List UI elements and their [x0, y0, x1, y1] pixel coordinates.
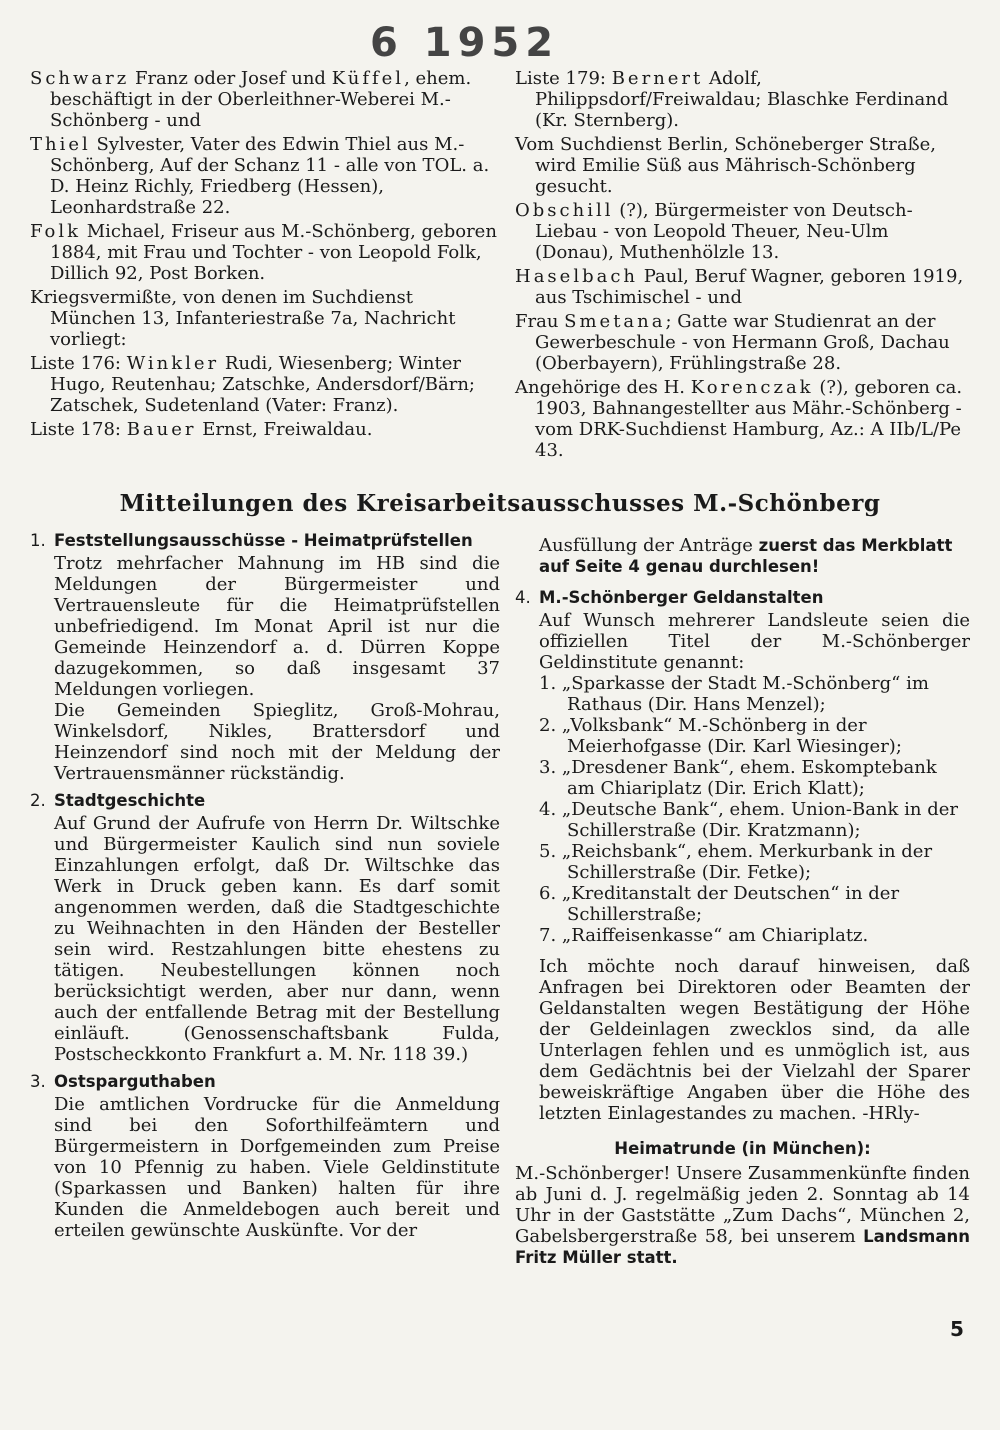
section-heading: Mitteilungen des Kreisarbeitsausschusses M.-Schönberg: [119, 490, 881, 517]
list-item: 6. „Kreditanstalt der Deutschen“ in der Schillerstraße;: [539, 883, 900, 925]
list-item: 7. „Raiffeisenkasse“ am Chiariplatz.: [539, 925, 869, 946]
paragraph: Auf Wunsch mehrerer Landsleute seien die offiziellen Titel der M.-Schönberger Geldinstitute genannt:: [539, 610, 970, 673]
list-item: Liste 179: Bernert Adolf, Philippsdorf/Freiwaldau; Blaschke Ferdinand (Kr. Sternberg).: [515, 68, 949, 131]
paragraph: Auf Grund der Aufrufe von Herrn Dr. Wiltschke und Bürgermeister Kaulich sind nun soviele Einzahlungen erfolgt, daß Dr. Wiltschke das Werk in Druck geben kann. Es darf somit angenommen werden, daß die Stadtgeschichte zu Weihnachten in den Händen der Besteller sein wird. Restzahlungen bitte ehestens zu tätigen. Neubestellungen können noch berücksichtigt werden, aber nur dann, wenn auch der entfallende Betrag mit der Bestellung einläuft. (Genossenschaftsbank Fulda, Postscheckkonto Frankfurt a. M. Nr. 118 39.): [54, 813, 500, 1065]
list-item: Schwarz Franz oder Josef und Küffel, ehem. beschäftigt in der Oberleithner-Weberei M.-Schönberg - und: [30, 68, 472, 131]
list-item: Haselbach Paul, Beruf Wagner, geboren 1919, aus Tschimischel - und: [515, 266, 964, 308]
list-item: 3. „Dresdener Bank“, ehem. Eskomptebank am Chiariplatz (Dir. Erich Klatt);: [539, 757, 937, 799]
section-title: 4. M.-Schönberger Geldanstalten: [515, 588, 824, 607]
section-2: [30, 790, 500, 1065]
list-item: Thiel Sylvester, Vater des Edwin Thiel aus M.-Schönberg, Auf der Schanz 11 - alle von TOL. a. D. Heinz Richly, Friedberg (Hessen), Leonhardstraße 22.: [30, 134, 490, 218]
section-1: [30, 530, 500, 784]
paragraph: Die Gemeinden Spieglitz, Groß-Mohrau, Winkelsdorf, Nikles, Brattersdorf und Heinzendorf sind noch mit der Meldung der Vertrauensmänner rückständig.: [54, 700, 500, 784]
list-item: Obschill (?), Bürgermeister von Deutsch-Liebau - von Leopold Theuer, Neu-Ulm (Donau), Muthenhölzle 13.: [515, 200, 913, 263]
list-item: Liste 176: Winkler Rudi, Wiesenberg; Winter Hugo, Reutenhau; Zatschke, Andersdorf/Bärn; Zatschek, Sudetenland (Vater: Franz).: [30, 353, 475, 416]
list-item: 5. „Reichsbank“, ehem. Merkurbank in der Schillerstraße (Dir. Fetke);: [539, 841, 933, 883]
section-title: 1. Feststellungsausschüsse - Heimatprüfstellen: [30, 531, 473, 550]
section-3: [30, 1071, 500, 1241]
list-item: Folk Michael, Friseur aus M.-Schönberg, geboren 1884, mit Frau und Tochter - von Leopold Folk, Dillich 92, Post Borken.: [30, 221, 497, 284]
list-item: Liste 178: Bauer Ernst, Freiwaldau.: [30, 419, 373, 440]
year-stamp: 6 1952: [370, 20, 560, 66]
list-item: Kriegsvermißte, von denen im Suchdienst München 13, Infanteriestraße 7a, Nachricht vorliegt:: [30, 287, 456, 350]
list-item: Frau Smetana; Gatte war Studienrat an der Gewerbeschule - von Hermann Groß, Dachau (Oberbayern), Frühlingstraße 28.: [515, 311, 950, 374]
heimatrunde-heading: Heimatrunde (in München):: [614, 1139, 871, 1158]
section-4: [515, 587, 970, 1124]
paragraph: Ich möchte noch darauf hinweisen, daß Anfragen bei Direktoren oder Beamten der Geldanstalten wegen Bestätigung der Höhe der Geldeinlagen zwecklos sind, da alle Unterlagen fehlen und es unmöglich ist, aus dem Gedächtnis bei der Vielzahl der Sparer beweiskräftige Angaben über die Höhe des letzten Einlagestandes zu machen. -HRly-: [539, 956, 970, 1124]
announcements-left-column: [30, 530, 500, 1247]
missing-persons-right-column: [515, 68, 970, 464]
heimatrunde-text: M.-Schönberger! Unsere Zusammenkünfte finden ab Juni d. J. regelmäßig jeden 2. Sonntag ab 14 Uhr in der Gaststätte „Zum Dachs“, München 2, Gabelsbergerstraße 58, bei unserem Landsmann Fritz Müller statt.: [515, 1163, 970, 1267]
page-number: 5: [950, 1317, 964, 1341]
section-3-continuation: Ausfüllung der Anträge zuerst das Merkblatt auf Seite 4 genau durchlesen!: [539, 535, 953, 576]
section-title: 2. Stadtgeschichte: [30, 791, 206, 810]
list-item: Vom Suchdienst Berlin, Schöneberger Straße, wird Emilie Süß aus Mährisch-Schönberg gesucht.: [515, 134, 936, 197]
section-title: 3. Ostsparguthaben: [30, 1072, 216, 1091]
list-item: Angehörige des H. Korenczak (?), geboren ca. 1903, Bahnangestellter aus Mähr.-Schönberg - vom DRK-Suchdienst Hamburg, Az.: A IIb/L/Pe 43.: [515, 377, 963, 461]
bank-list: [515, 673, 970, 946]
announcements-right-column: [515, 535, 970, 1268]
list-item: 2. „Volksbank“ M.-Schönberg in der Meierhofgasse (Dir. Karl Wiesinger);: [539, 715, 902, 757]
paragraph: Trotz mehrfacher Mahnung im HB sind die Meldungen der Bürgermeister und Vertrauensleute für die Heimatprüfstellen unbefriedigend. Im Monat April ist nur die Gemeinde Heinzendorf a. d. Dürren Koppe dazugekommen, so daß insgesamt 37 Meldungen vorliegen.: [54, 553, 500, 700]
list-item: 1. „Sparkasse der Stadt M.-Schönberg“ im Rathaus (Dir. Hans Menzel);: [539, 673, 929, 715]
list-item: 4. „Deutsche Bank“, ehem. Union-Bank in der Schillerstraße (Dir. Kratzmann);: [539, 799, 959, 841]
missing-persons-left-column: [30, 68, 500, 443]
paragraph: Die amtlichen Vordrucke für die Anmeldung sind bei den Soforthilfeämtern und Bürgermeistern in Dorfgemeinden zum Preise von 10 Pfennig zu haben. Viele Geldinstitute (Sparkassen und Banken) halten für ihre Kunden die Anmeldebogen auch bereit und erteilen gewünschte Auskünfte. Vor der: [54, 1094, 500, 1241]
